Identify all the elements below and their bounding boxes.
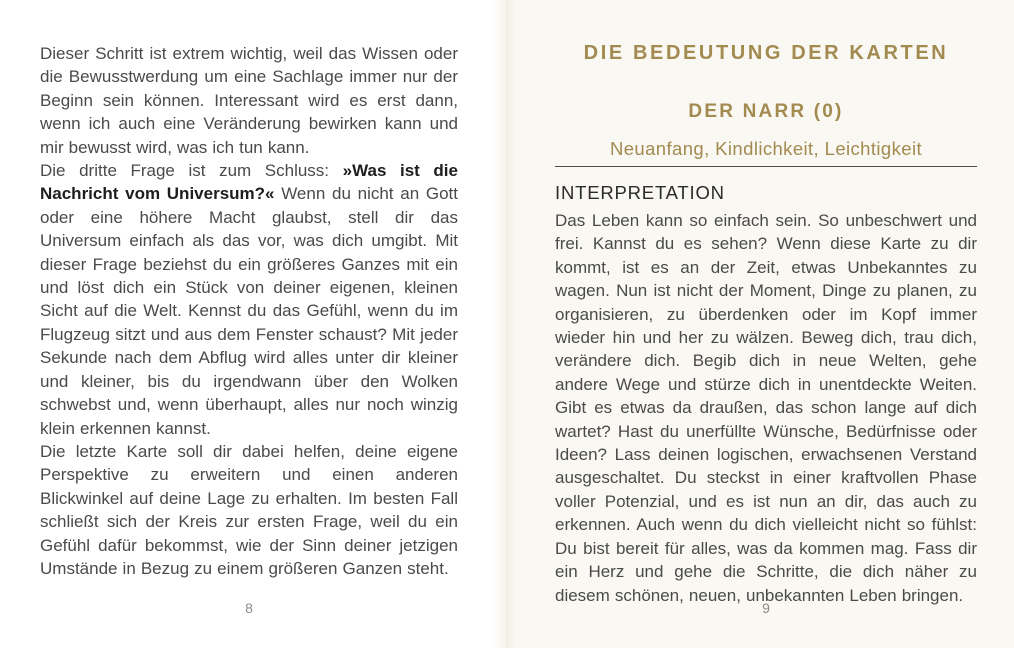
section-heading: INTERPRETATION [555,182,725,203]
interpretation-text: Das Leben kann so einfach sein. So unbeschwert und frei. Kannst du es sehen? Wenn diese Karte zu dir kommt, ist es an der Zeit, etwas Unbekanntes zu wagen. Nun ist nicht der Moment, Dinge zu planen, zu organisieren, zu überdenken oder im Kopf immer wieder hin und her zu wälzen. Beweg dich, trau dich, verändere dich. Begib dich in neue Welten, gehe andere Wege und stürze dich in unentdeckte Weiten. Gibt es etwas da draußen, das schon lange auf dich wartet? Hast du unerfüllte Wünsche, Bedürfnisse oder Ideen? Lass deinen logischen, erwachsenen Verstand ausgeschaltet. Du steckst in einer kraftvollen Phase voller Potenzial, und es ist nun an dir, das auch zu erkennen. Auch wenn du dich vielleicht nicht so fühlst: Du bist bereit für alles, was da kommen mag. Fass dir ein Herz und gehe die Schritte, die dich näher zu diesem schönen, neuen, unbekannten Leben bringen. [555,211,977,605]
card-title: DER NARR (0) [688,101,844,122]
paragraph: Die dritte Frage ist zum Schluss: »Was ist die Nachricht vom Universum?« Wenn du nicht an Gott oder eine höhere Macht glaubst, stell dir das Universum einfach als das vor, was dich umgibt. Mit dieser Frage beziehst du ein größeres Ganzes mit ein und löst dich ein Stück von deiner eigenen, kleinen Sicht auf die Welt. Kennst du das Gefühl, wenn du im Flugzeug sitzt und aus dem Fenster schaust? Mit jeder Sekunde nach dem Abflug wird alles unter dir kleiner und kleiner, bis du irgendwann über den Wolken schwebst und, wenn überhaupt, alles nur noch winzig klein erkennen kannst. [40,161,458,438]
page-left [0,0,506,648]
paragraph: Dieser Schritt ist extrem wichtig, weil das Wissen oder die Bewusstwerdung um eine Sachlage immer nur der Beginn sein können. Interessant wird es erst dann, wenn ich auch eine Veränderung bewirken kann und mir bewusst wird, was ich tun kann. [40,44,458,157]
divider-rule [555,166,977,167]
chapter-title: DIE BEDEUTUNG DER KARTEN [583,42,949,64]
paragraph: Die letzte Karte soll dir dabei helfen, deine eigene Perspektive zu erweitern und einen anderen Blickwinkel auf deine Lage zu erhalten. Im besten Fall schließt sich der Kreis zur ersten Frage, weil du ein Gefühl dafür bekommst, wie der Sinn deiner jetzigen Umstände in Bezug zu einem größeren Ganzen steht. [40,441,458,578]
page-number-right: 9 [762,600,770,616]
left-text-column [0,0,506,580]
page-right [506,0,1014,648]
card-keywords: Neuanfang, Kindlichkeit, Leichtigkeit [609,138,922,159]
right-text-column [506,42,1014,607]
page-number-left: 8 [245,600,253,616]
